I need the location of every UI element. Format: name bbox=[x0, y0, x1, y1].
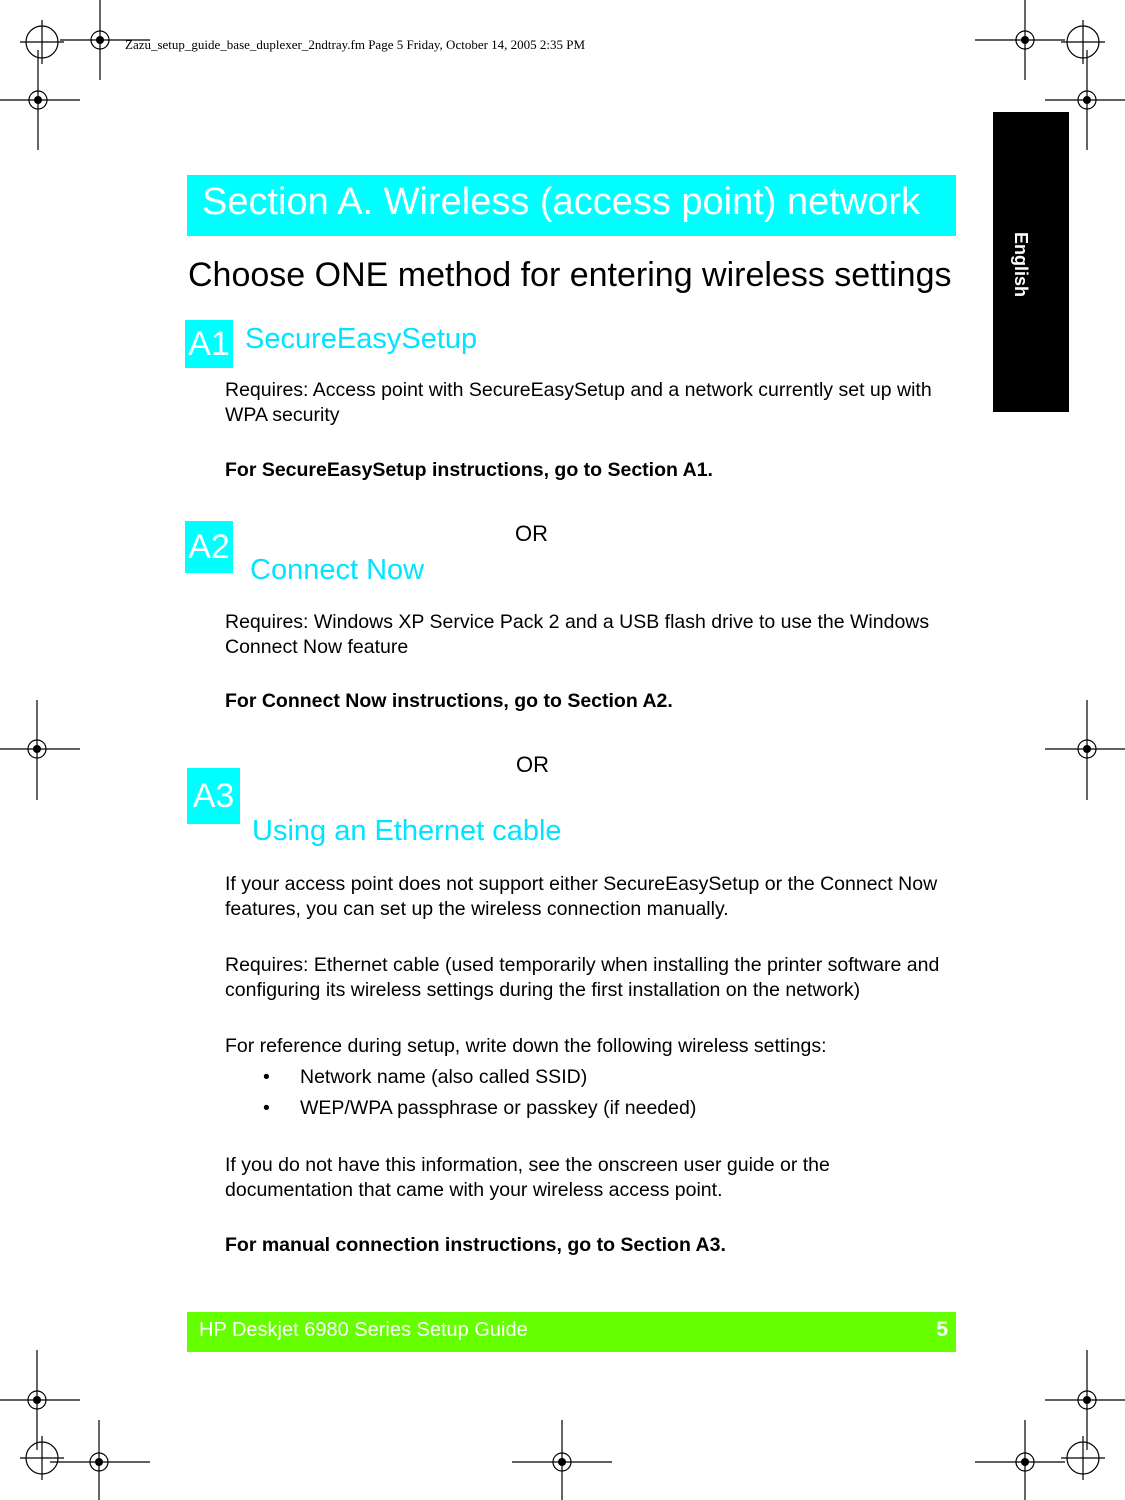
footer-bar bbox=[187, 1312, 956, 1352]
a2-title: Connect Now bbox=[250, 554, 425, 586]
a2-requires: Requires: Windows XP Service Pack 2 and a USB flash drive to use the Windows Connect Now feature bbox=[225, 611, 930, 658]
a3-no-info: If you do not have this information, see the onscreen user guide or the documentation that came with your wireless access point. bbox=[225, 1154, 830, 1201]
a1-requires: Requires: Access point with SecureEasySetup and a network currently set up with WPA security bbox=[225, 379, 932, 426]
file-slug-line: Zazu_setup_guide_base_duplexer_2ndtray.fm Page 5 Friday, October 14, 2005 2:35 PM bbox=[125, 37, 586, 52]
page-number: 5 bbox=[936, 1318, 948, 1341]
a3-badge: A3 bbox=[187, 768, 240, 824]
a3-title: Using an Ethernet cable bbox=[252, 815, 562, 847]
language-tab-label: English bbox=[1011, 232, 1031, 298]
or-separator-1: OR bbox=[515, 521, 548, 546]
list-item: • WEP/WPA passphrase or passkey (if needed) bbox=[263, 1097, 697, 1119]
a3-instruction: For manual connection instructions, go to Section A3. bbox=[225, 1234, 726, 1256]
or-separator-2: OR bbox=[516, 752, 549, 777]
a2-instruction: For Connect Now instructions, go to Section A2. bbox=[225, 690, 673, 712]
a2-badge: A2 bbox=[185, 521, 233, 573]
footer-title: HP Deskjet 6980 Series Setup Guide bbox=[199, 1319, 528, 1341]
language-tab bbox=[993, 112, 1069, 412]
section-title: Section A. Wireless (access point) network bbox=[202, 181, 921, 223]
a1-title: SecureEasySetup bbox=[245, 323, 478, 355]
choose-heading: Choose ONE method for entering wireless settings bbox=[188, 256, 952, 294]
a3-reference: For reference during setup, write down the following wireless settings: bbox=[225, 1035, 827, 1057]
a1-instruction: For SecureEasySetup instructions, go to Section A1. bbox=[225, 459, 713, 481]
a1-badge: A1 bbox=[185, 320, 233, 368]
list-item: • Network name (also called SSID) bbox=[263, 1066, 588, 1088]
a3-requires: Requires: Ethernet cable (used temporarily when installing the printer software and configuring its wireless settings during the first installation on the network) bbox=[225, 954, 940, 1001]
a3-intro: If your access point does not support either SecureEasySetup or the Connect Now features, you can set up the wireless connection manually. bbox=[225, 873, 938, 920]
section-banner bbox=[187, 175, 956, 236]
